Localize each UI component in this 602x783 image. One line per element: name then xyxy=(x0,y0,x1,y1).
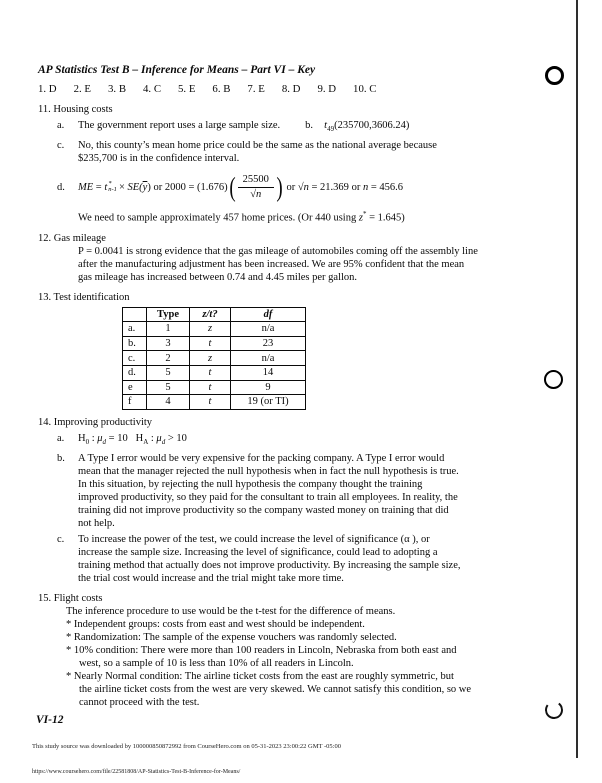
table-cell: t xyxy=(190,380,231,395)
table-row xyxy=(123,365,306,380)
question-11-ab xyxy=(38,119,550,136)
bullet-line: cannot proceed with the test. xyxy=(79,696,200,708)
table-cell: z xyxy=(190,351,231,366)
table-cell: b. xyxy=(123,336,147,351)
answer-14c-line: training method that actually does not improve productivity. By increasing the sample size, xyxy=(78,559,461,571)
answer-item: 9. D xyxy=(317,83,337,95)
table-header-cell: Type xyxy=(147,307,190,322)
item-label-c: c. xyxy=(57,533,65,545)
table-cell: c. xyxy=(123,351,147,366)
answer-12-line: after the manufacturing adjustment has been increased. We are 95% confident that the mean xyxy=(78,258,465,270)
table-cell: 23 xyxy=(231,336,306,351)
answer-14b-line: In this situation, by rejecting the null hypothesis the company thought the training xyxy=(78,478,423,490)
table-header-cell: df xyxy=(231,307,306,322)
bullet-line: * 10% condition: There were more than 100 readers in Lincoln, Nebraska from both east and xyxy=(66,644,457,656)
table-cell: 9 xyxy=(231,380,306,395)
table-row xyxy=(123,395,306,410)
answer-item: 5. E xyxy=(178,83,196,95)
hypotheses-notation: $H_0$ : $\mu_d = 10$ $H_A$ : $\mu_d > 10$ xyxy=(78,432,187,446)
table-cell: 2 xyxy=(147,351,190,366)
page-number: VI-12 xyxy=(36,714,64,726)
bullet-line: * Nearly Normal condition: The airline ticket costs from the east are roughly symmetric, but xyxy=(66,670,454,682)
answer-15-intro: The inference procedure to use would be the t-test for the difference of means. xyxy=(66,605,396,617)
table-cell: 3 xyxy=(147,336,190,351)
answer-14b-line: training did not improve productivity so the company wasted money on training that did xyxy=(78,504,449,516)
question-11-heading: 11. Housing costs xyxy=(38,104,113,115)
table-cell: 4 xyxy=(147,395,190,410)
answer-12-line: gas mileage has increased between 0.74 and 4.45 miles per gallon. xyxy=(78,271,358,283)
answer-item: 4. C xyxy=(143,83,162,95)
table-cell: 5 xyxy=(147,380,190,395)
answer-item: 7. E xyxy=(247,83,265,95)
answer-item: 10. C xyxy=(353,83,377,95)
table-cell: t xyxy=(190,336,231,351)
item-label-b: b. xyxy=(57,452,65,464)
answer-11c-line: $235,700 is in the confidence interval. xyxy=(78,153,240,165)
question-14b xyxy=(38,452,550,530)
question-14-heading: 14. Improving productivity xyxy=(38,416,153,428)
question-11d xyxy=(38,169,550,205)
answer-item: 8. D xyxy=(281,83,301,95)
condition-bullet xyxy=(66,644,550,670)
table-cell: n/a xyxy=(231,351,306,366)
document-title: AP Statistics Test B – Inference for Means – Part VI – Key xyxy=(38,64,316,76)
item-label-c: c. xyxy=(57,140,65,152)
table-cell: t xyxy=(190,395,231,410)
answer-14b-line: mean that the manager rejected the null hypothesis when in fact the null hypothesis is true. xyxy=(78,465,459,477)
table-cell: z xyxy=(190,322,231,337)
test-identification-table xyxy=(122,307,306,410)
question-12-heading: 12. Gas mileage xyxy=(38,232,106,244)
answer-11b-text: $t_{49}(235700,3606.24)$ xyxy=(324,120,410,134)
scan-edge-line xyxy=(576,0,578,758)
answer-14c-line: increase the sample size. Increasing the level of significance, could lead to adopting a xyxy=(78,546,438,558)
table-row xyxy=(123,336,306,351)
download-attribution: This study source was downloaded by 100000850872992 from CourseHero.com on 05-31-2023 23:00:22 GMT -05:00 xyxy=(32,743,341,750)
table-cell: a. xyxy=(123,322,147,337)
answer-14c-line: To increase the power of the test, we could increase the level of significance (α ), or xyxy=(78,533,430,545)
answer-14b-line: not help. xyxy=(78,517,115,529)
condition-bullet xyxy=(66,670,550,709)
answer-12-line: P = 0.0041 is strong evidence that the gas mileage of automobiles coming off the assembly line xyxy=(78,245,478,257)
source-url: https://www.coursehero.com/file/22581808/AP-Statistics-Test-B-Inference-for-Means/ xyxy=(32,769,241,775)
table-row xyxy=(123,351,306,366)
condition-bullet xyxy=(66,631,550,644)
question-11c xyxy=(38,139,550,165)
answer-item: 1. D xyxy=(38,83,57,95)
table-header-cell: z/t? xyxy=(190,307,231,322)
answer-item: 2. E xyxy=(73,83,92,95)
question-14a xyxy=(38,432,550,449)
item-label-a: a. xyxy=(57,120,65,131)
right-paren: ) xyxy=(276,172,283,203)
left-paren: ( xyxy=(228,172,236,203)
bullet-line: west, so a sample of 10 is less than 10% of all readers in Lincoln. xyxy=(79,657,354,669)
question-13-heading: 13. Test identification xyxy=(38,291,130,303)
table-cell: f xyxy=(123,395,147,410)
answer-14b-line: improved productivity, so they paid for the consultant to train all employees. In reality, the xyxy=(78,491,458,503)
fraction: $\frac{25500}{√n}$ xyxy=(238,174,274,201)
question-15-heading: 15. Flight costs xyxy=(38,592,103,604)
answer-12-paragraph xyxy=(78,245,550,284)
question-14c xyxy=(38,533,550,585)
table-header-cell xyxy=(123,307,147,322)
table-cell: 5 xyxy=(147,365,190,380)
table-cell: 19 (or TI) xyxy=(231,395,306,410)
answer-item: 3. B xyxy=(108,83,127,95)
bullet-line: * Randomization: The sample of the expense vouchers was randomly selected. xyxy=(66,631,397,643)
table-row xyxy=(123,322,306,337)
table-cell: d. xyxy=(123,365,147,380)
answer-11d-note: We need to sample approximately 457 home prices. (Or 440 using z* = 1.645) xyxy=(78,210,405,224)
bullet-line: the airline ticket costs from the west are very skewed. We cannot satisfy this condition, so we xyxy=(79,683,472,695)
margin-of-error-formula: ME = t * n-1 × SE( $\overline{y}$ ) or 2000 = (1.676) ( $\frac{25500}{√n}$ ) or √n = 21.369 or n = 456.6 xyxy=(78,172,403,203)
table-cell: e xyxy=(123,380,147,395)
item-label-a: a. xyxy=(57,432,65,444)
answer-11a-text: The government report uses a large sample size. xyxy=(78,120,281,131)
condition-bullet xyxy=(66,618,550,631)
answer-14c-line: the trial cost would increase and the trial might take more time. xyxy=(78,572,344,584)
table-cell: n/a xyxy=(231,322,306,337)
table-cell: t xyxy=(190,365,231,380)
item-label-b: b. xyxy=(305,120,314,131)
document-page xyxy=(38,64,550,709)
answer-11c-line: No, this county’s mean home price could be the same as the national average because xyxy=(78,140,437,152)
answer-item: 6. B xyxy=(212,83,231,95)
table-header-row xyxy=(123,307,306,322)
table-cell: 14 xyxy=(231,365,306,380)
answer-14b-line: A Type I error would be very expensive for the packing company. A Type I error would xyxy=(78,452,445,464)
answer-key-row xyxy=(38,83,550,96)
table-row xyxy=(123,380,306,395)
table-cell: 1 xyxy=(147,322,190,337)
item-label-d: d. xyxy=(57,181,65,193)
bullet-line: * Independent groups: costs from east and west should be independent. xyxy=(66,618,365,630)
